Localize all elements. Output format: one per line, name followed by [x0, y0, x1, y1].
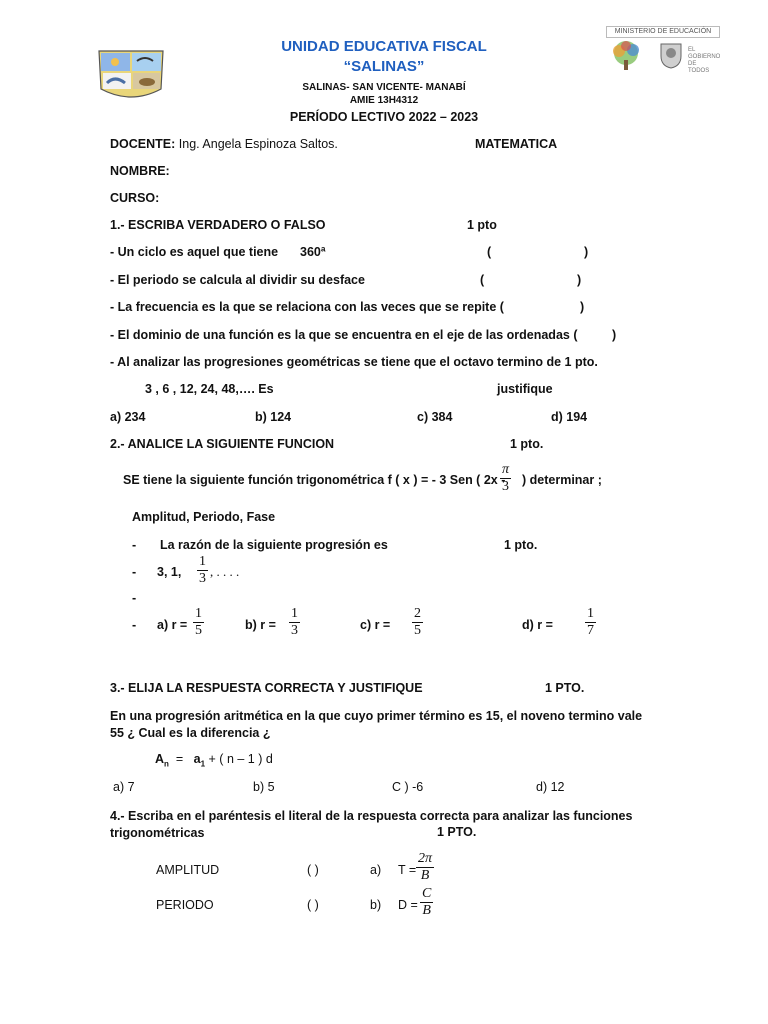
ecuador-shield-icon — [658, 41, 684, 69]
q3-points: 1 PTO. — [545, 681, 585, 695]
list-dash: - — [132, 565, 137, 579]
q3-statement: En una progresión aritmética en la que cuyo primer término es 15, el noveno termino vale 55 ¿ Cual es la diferencia ¿ — [110, 709, 643, 740]
teacher-name: Ing. Angela Espinoza Saltos. — [178, 137, 338, 151]
formula-an-subscript: n — [164, 759, 169, 769]
q4-heading: 4.- Escriba en el paréntesis el literal de la respuesta correcta para analizar las funciones trigonométricas — [110, 809, 633, 840]
pi-over-three-fraction — [500, 463, 511, 494]
fraction-denominator: 3 — [199, 571, 206, 586]
q2-option-a-label: a) r = — [157, 618, 188, 632]
q2-heading: 2.- ANALICE LA SIGUIENTE FUNCION — [110, 437, 335, 451]
q3-option-a: a) 7 — [113, 780, 135, 794]
fraction-numerator: 1 — [291, 606, 298, 621]
ministry-banner: MINISTERIO DE EDUCACIÓN — [606, 26, 720, 38]
fraction-denominator: B — [422, 903, 431, 918]
teacher-line — [110, 137, 338, 151]
school-period: PERÍODO LECTIVO 2022 – 2023 — [289, 110, 479, 124]
q1-statement-1-value: 360ª — [300, 245, 326, 259]
formula-an: A — [155, 752, 165, 766]
name-label: NOMBRE: — [110, 164, 170, 178]
school-crest-icon — [95, 47, 167, 102]
q1-statement-4: - El dominio de una función es la que se encuentra en el eje de las ordenadas ( — [110, 328, 578, 342]
q2-option-a-fraction — [193, 607, 204, 638]
q3-heading: 3.- ELIJA LA RESPUESTA CORRECTA Y JUSTIFIQUE — [110, 681, 423, 695]
q3-option-b: b) 5 — [253, 780, 275, 794]
q1-justify: justifique — [497, 382, 553, 396]
q1-sequence: 3 , 6 , 12, 24, 48,…. Es — [145, 382, 274, 396]
q2-option-b-label: b) r = — [245, 618, 276, 632]
list-dash: - — [132, 591, 137, 605]
q1-points: 1 pto — [467, 218, 497, 232]
fraction-numerator: 1 — [199, 554, 206, 569]
q1-heading: 1.- ESCRIBA VERDADERO O FALSO — [110, 218, 326, 232]
q1-statement-5: - Al analizar las progresiones geométricas se tiene que el octavo termino de 1 pto. — [110, 355, 598, 369]
school-name-quoted: “SALINAS” — [343, 58, 425, 75]
q1-option-d: d) 194 — [551, 410, 588, 424]
q1-option-c: c) 384 — [417, 410, 453, 424]
q4-points: 1 PTO. — [437, 825, 477, 839]
q4-row2-answer-paren: ( ) — [307, 898, 319, 912]
course-label: CURSO: — [110, 191, 160, 205]
fraction-numerator: 1 — [195, 606, 202, 621]
subject-name: MATEMATICA — [475, 137, 558, 151]
q2-option-d-label: d) r = — [522, 618, 553, 632]
sequence-ellipsis: , . . . . — [210, 564, 240, 579]
formula-a1-subscript: 1 — [200, 759, 206, 769]
sequence-fraction — [197, 555, 208, 586]
q3-option-d: d) 12 — [536, 780, 565, 794]
school-location: SALINAS- SAN VICENTE- MANABÍ — [302, 82, 466, 93]
q1-statement-1: - Un ciclo es aquel que tiene — [110, 245, 279, 259]
q1-option-a: a) 234 — [110, 410, 146, 424]
q1-option-b: b) 124 — [255, 410, 292, 424]
formula-equals: = — [175, 752, 184, 766]
q2-function-text: SE tiene la siguiente función trigonométrica f ( x ) = - 3 Sen ( 2x - — [123, 473, 506, 487]
q2-option-c-label: c) r = — [360, 618, 391, 632]
fraction-denominator: 7 — [587, 623, 594, 638]
fraction-denominator: 3 — [502, 479, 509, 494]
government-label: EL GOBIERNO DE TODOS — [688, 47, 721, 74]
answer-paren-close: ) — [580, 300, 585, 314]
q2-ask: Amplitud, Periodo, Fase — [132, 510, 276, 524]
formula-rest: + ( n – 1 ) d — [208, 752, 273, 766]
q4-row1-option: a) — [370, 863, 382, 877]
ministry-tree-logo-icon — [606, 40, 646, 72]
answer-paren-close: ) — [577, 273, 582, 287]
q4-row1-formula: T = — [398, 863, 417, 877]
q2-points: 1 pto. — [510, 437, 544, 451]
fraction-numerator: C — [422, 886, 432, 901]
q2-option-d-fraction — [585, 607, 596, 638]
answer-paren-open: ( — [487, 245, 492, 259]
period-fraction — [416, 852, 434, 883]
formula-a1: a — [193, 752, 201, 766]
teacher-label: DOCENTE: — [110, 137, 176, 151]
answer-paren-close: ) — [612, 328, 617, 342]
fraction-numerator: 2 — [414, 606, 421, 621]
q1-statement-3: - La frecuencia es la que se relaciona con las veces que se repite ( — [110, 300, 504, 314]
fraction-denominator: 5 — [195, 623, 202, 638]
q3-option-c: C ) -6 — [392, 780, 424, 794]
phase-fraction — [420, 887, 433, 918]
q4-row2-label: PERIODO — [156, 898, 214, 912]
q2-option-b-fraction — [289, 607, 300, 638]
list-dash: - — [132, 538, 137, 552]
fraction-denominator: 3 — [291, 623, 298, 638]
fraction-denominator: 5 — [414, 623, 421, 638]
q2-option-c-fraction — [412, 607, 423, 638]
fraction-numerator: 2π — [418, 851, 433, 866]
q2-ratio-text: La razón de la siguiente progresión es — [160, 538, 388, 552]
answer-paren-close: ) — [584, 245, 589, 259]
school-code: AMIE 13H4312 — [349, 95, 419, 106]
fraction-numerator: 1 — [587, 606, 594, 621]
q2-sequence: 3, 1, — [157, 565, 182, 579]
q2-ratio-points: 1 pto. — [504, 538, 538, 552]
q4-row1-label: AMPLITUD — [156, 863, 220, 877]
q3-formula — [155, 752, 273, 769]
q1-statement-2: - El periodo se calcula al dividir su desface — [110, 273, 365, 287]
answer-paren-open: ( — [480, 273, 485, 287]
q4-row1-answer-paren: ( ) — [307, 863, 319, 877]
q4-row2-formula: D = — [398, 898, 418, 912]
fraction-numerator: π — [502, 462, 510, 477]
fraction-denominator: B — [420, 868, 430, 883]
q4-row2-option: b) — [370, 898, 382, 912]
list-dash: - — [132, 618, 137, 632]
school-name: UNIDAD EDUCATIVA FISCAL — [281, 38, 487, 55]
q2-function-end: ) determinar ; — [522, 473, 602, 487]
